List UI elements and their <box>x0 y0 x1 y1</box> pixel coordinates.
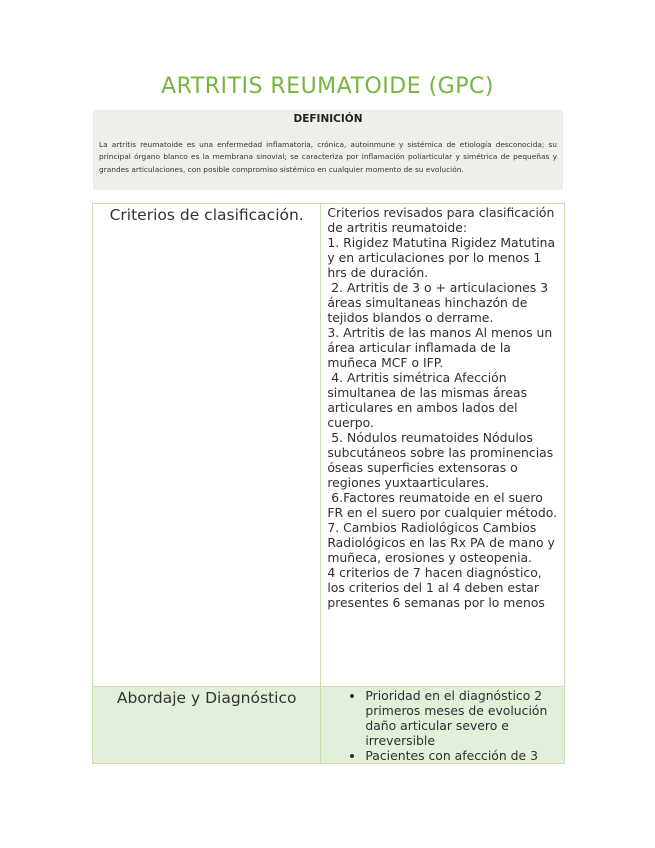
table-row <box>93 204 565 687</box>
list-item: • Prioridad en el diagnóstico 2 primeros meses de evolución daño articular severo e irreversible <box>365 688 559 748</box>
definition-heading: DEFINICIÓN <box>293 113 363 125</box>
criteria-line: 5. Nódulos reumatoides Nódulos subcutáneos sobre las prominencias óseas superficies extensoras o regiones yuxtaarticulares. <box>327 430 558 490</box>
criteria-line: 2. Artritis de 3 o + articulaciones 3 áreas simultaneas hinchazón de tejidos blandos o derrame. <box>327 280 553 325</box>
criteria-line: 1. Rigidez Matutina Rigidez Matutina y en articulaciones por lo menos 1 hrs de duración. <box>327 235 560 280</box>
definition-text: La artritis reumatoide es una enfermedad inflamatoria, crónica, autoinmune y sistémica de etiología desconocida; su principal órgano blanco es la membrana sinovial; se caracteriza por inflamación poliarticular y simétrica de pequeñas y grandes articulaciones, con posible compromiso sistémico en cualquier momento de su evolución. <box>99 140 557 174</box>
row-content-abordaje <box>321 687 565 764</box>
row-label-abordaje: Abordaje y Diagnóstico <box>93 687 321 764</box>
criteria-table <box>92 203 565 764</box>
table-row <box>93 687 565 764</box>
criteria-line: 3. Artritis de las manos Al menos un área articular inflamada de la muñeca MCF o IFP. <box>327 325 557 370</box>
criteria-line: Criterios revisados para clasificación de artritis reumatoide: <box>327 205 559 235</box>
criteria-line: 7. Cambios Radiológicos Cambios Radiológicos en las Rx PA de mano y muñeca, erosiones y osteopenia. <box>327 520 559 565</box>
diagnosis-bullet-list <box>327 688 559 763</box>
criteria-line: 4 criterios de 7 hacen diagnóstico, los criterios del 1 al 4 deben estar presentes 6 semanas por lo menos <box>327 565 546 610</box>
row-label-criterios: Criterios de clasificación. <box>93 204 321 687</box>
list-item: • Pacientes con afección de 3 <box>365 748 559 763</box>
definition-box <box>93 110 563 190</box>
document-title: ARTRITIS REUMATOIDE (GPC) <box>161 74 494 99</box>
criteria-line: 6.Factores reumatoide en el suero FR en el suero por cualquier método. <box>327 490 558 520</box>
criteria-line: 4. Artritis simétrica Afección simultanea de las mismas áreas articulares en ambos lados del cuerpo. <box>327 370 531 430</box>
row-content-criterios <box>321 204 565 687</box>
